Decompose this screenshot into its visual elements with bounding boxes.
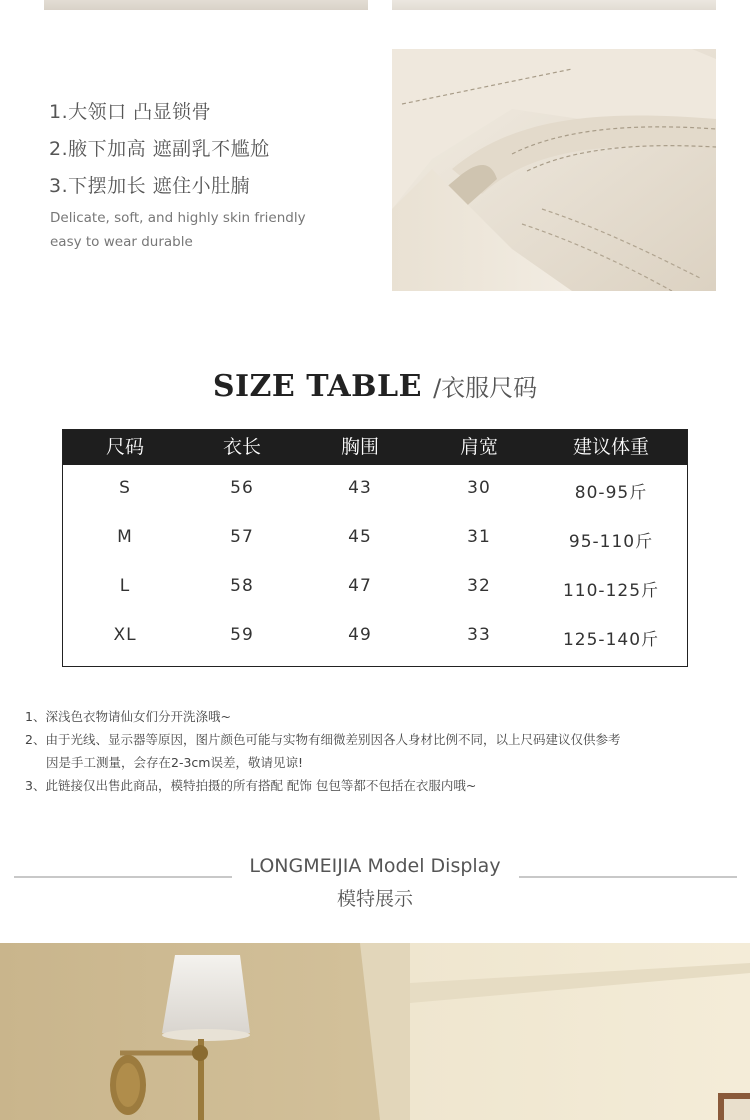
table-cell: L	[119, 576, 131, 596]
feature-item-hem: 3.下摆加长 遮住小肚腩	[49, 175, 251, 197]
table-cell: 32	[467, 576, 491, 596]
table-cell: 33	[467, 625, 491, 645]
table-cell: 58	[230, 576, 254, 596]
table-cell: 47	[348, 576, 372, 596]
note-color-difference: 2、由于光线、显示器等原因，图片颜色可能与实物有细微差别因各人身材比例不同，以上尺码建议仅供参考	[25, 732, 621, 747]
lamp-shade	[162, 955, 250, 1033]
size-table	[62, 429, 688, 667]
table-cell: 110-125斤	[562, 581, 660, 601]
table-cell: 30	[467, 478, 491, 498]
note-wash: 1、深浅色衣物请仙女们分开洗涤哦~	[25, 709, 231, 724]
table-cell: 45	[348, 527, 372, 547]
table-cell: 59	[230, 625, 254, 645]
table-cell: 49	[348, 625, 372, 645]
note-accessories: 3、此链接仅出售此商品，模特拍摄的所有搭配 配饰 包包等都不包括在衣服内哦~	[25, 778, 477, 793]
header-bust: 胸围	[340, 436, 379, 458]
size-table-title: SIZE TABLE	[212, 369, 422, 404]
header-size: 尺码	[105, 436, 144, 458]
size-table-subtitle: /衣服尺码	[433, 374, 538, 402]
model-photo	[0, 943, 750, 1120]
feature-description-line-1: Delicate, soft, and highly skin friendly	[50, 210, 306, 226]
table-cell: 31	[467, 527, 491, 547]
header-weight: 建议体重	[572, 436, 649, 458]
size-table-header-row	[63, 430, 687, 465]
table-cell: 95-110斤	[568, 532, 654, 552]
model-display-subtitle: 模特展示	[336, 888, 413, 910]
feature-item-underarm: 2.腋下加高 遮副乳不尴尬	[49, 138, 270, 160]
header-shoulder: 肩宽	[459, 436, 498, 458]
model-display-title: LONGMEIJIA Model Display	[249, 855, 501, 877]
table-cell: 125-140斤	[562, 630, 660, 650]
table-cell: XL	[113, 625, 137, 645]
table-cell: 57	[230, 527, 254, 547]
product-photo-top-left	[44, 0, 368, 10]
fabric-detail-photo	[392, 49, 716, 291]
note-measurement-error: 因是手工测量，会存在2-3cm误差，敬请见谅!	[46, 755, 303, 770]
table-cell: 43	[348, 478, 372, 498]
size-table-heading	[0, 368, 750, 404]
feature-description-line-2: easy to wear durable	[50, 234, 193, 250]
table-cell: M	[117, 527, 133, 547]
product-photo-top-right	[392, 0, 716, 10]
table-cell: 56	[230, 478, 254, 498]
table-cell: S	[119, 478, 131, 498]
header-length: 衣长	[222, 436, 261, 458]
table-cell: 80-95斤	[574, 483, 648, 503]
feature-item-neckline: 1.大领口 凸显锁骨	[49, 101, 212, 123]
